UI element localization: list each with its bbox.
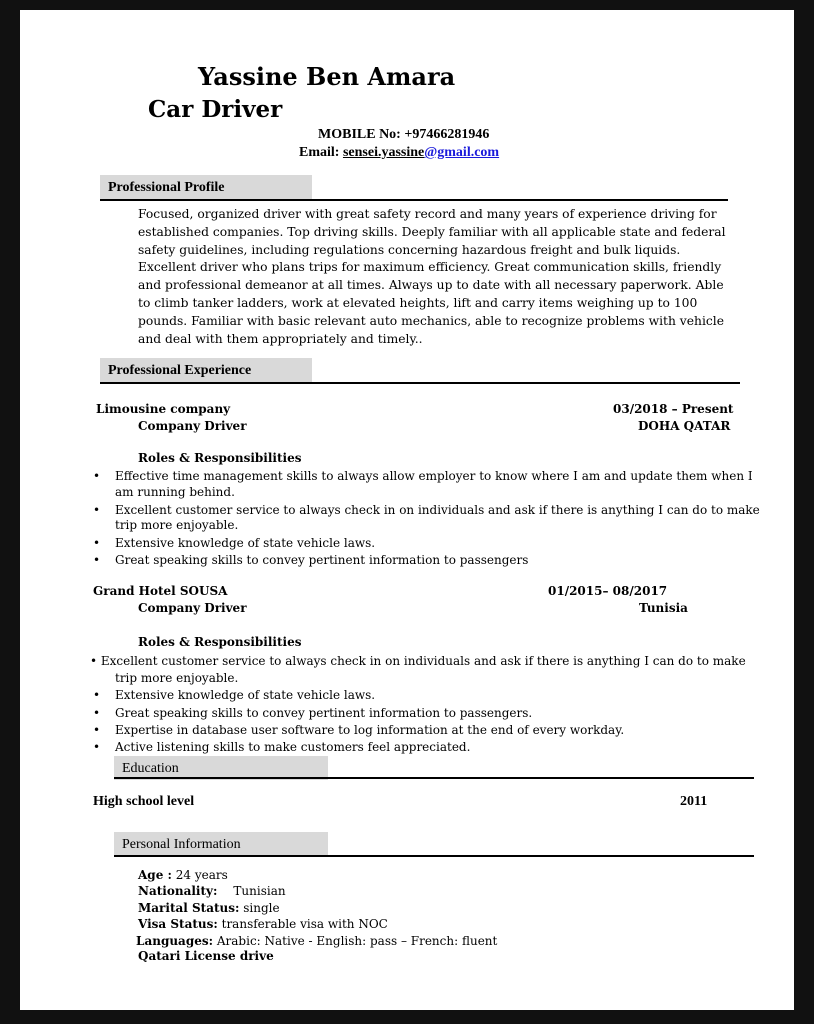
email-line bbox=[299, 145, 499, 161]
marital-status-line: Marital Status: single bbox=[138, 901, 280, 915]
job-position: Company Driver bbox=[138, 601, 247, 615]
resume-page: Yassine Ben Amara Car Driver MOBILE No: +97466281946 Email: sensei.yassine@gmail.com Professional Profile Focused, organized driver with great safety record and many years of experience driving for established companies. Top driving skills. Deeply familiar with all applicable state and federal safety guidelines, including regulations concerning hazardous freight and bulk liquids. Excellent driver who plans trips for maximum efficiency. Great communication skills, friendly and professional demeanor at all times. Always up to date with all necessary paperwork. Able to climb tanker ladders, work at elevated heights, lift and carry items weighing up to 100 pounds. Familiar with basic relevant auto mechanics, able to recognize problems with vehicle and deal with them appropriately and timely.. Professional Experience Limousine company 03/2018 – Present Company Driver DOHA QATAR Roles & Responsibilities • Effective time management skills to always allow employer to know where I am and update them when I am running behind. • Excellent customer service to always check in on individuals and ask if there is anything I can do to make trip more enjoyable. • Extensive knowledge of state vehicle laws. • Great speaking skills to convey pertinent information to passengers Grand Hotel SOUSA 01/2015– 08/2017 Company Driver Tunisia Roles & Responsibilities • Excellent customer service to always check in on individuals and ask if there is anything I can do to make trip more enjoyable. • Extensive knowledge of state vehicle laws. • Great speaking skills to convey pertinent information to passengers. • Expertise in database user software to log information at the end of every workday. • Active listening skills to make customers feel appreciated. Education High school level 2011 Personal Information Age : 24 years Nationality: Tunisian Marital Status: single Visa Status: transferable visa with NOC Languages: Arabic: Native - English: pass – French: fluent Qatari License drive bbox=[20, 10, 794, 1010]
job-dates: 01/2015– 08/2017 bbox=[548, 584, 668, 598]
job-title: Car Driver bbox=[148, 96, 283, 123]
visa-status-line: Visa Status: transferable visa with NOC bbox=[138, 917, 388, 931]
education-year: 2011 bbox=[680, 794, 708, 809]
candidate-name: Yassine Ben Amara bbox=[198, 62, 456, 91]
experience-divider bbox=[100, 382, 740, 384]
experience-heading: Professional Experience bbox=[100, 358, 312, 382]
job-location: Tunisia bbox=[639, 601, 688, 615]
education-heading: Education bbox=[114, 756, 328, 780]
job-company: Grand Hotel SOUSA bbox=[93, 584, 228, 598]
job-location: DOHA QATAR bbox=[638, 419, 731, 433]
license-line: Qatari License drive bbox=[138, 949, 274, 963]
job-company: Limousine company bbox=[96, 402, 231, 416]
roles-heading: Roles & Responsibilities bbox=[138, 451, 302, 465]
languages-line: Languages: Arabic: Native - English: pass – French: fluent bbox=[136, 934, 498, 948]
personal-heading: Personal Information bbox=[114, 832, 328, 856]
age-line: Age : 24 years bbox=[138, 868, 228, 882]
list-item: • Excellent customer service to always check in on individuals and ask if there is anything I can do to make bbox=[90, 654, 746, 668]
list-item-continuation: trip more enjoyable. bbox=[115, 518, 239, 532]
profile-heading: Professional Profile bbox=[100, 175, 312, 199]
email-domain-link[interactable]: @gmail.com bbox=[424, 145, 500, 160]
education-level: High school level bbox=[93, 794, 195, 809]
job-dates: 03/2018 – Present bbox=[613, 402, 734, 416]
mobile-number: MOBILE No: +97466281946 bbox=[318, 127, 490, 142]
job-position: Company Driver bbox=[138, 419, 247, 433]
email-user-link[interactable]: sensei.yassine bbox=[342, 145, 425, 160]
list-item-continuation: trip more enjoyable. bbox=[115, 671, 239, 685]
profile-text: Focused, organized driver with great safety record and many years of experience driving for established companies. Top driving skills. Deeply familiar with all applicable state and federal safety guidelines, including regulations concerning hazardous freight and bulk liquids. Excellent driver who plans trips for maximum efficiency. Great communication skills, friendly and professional demeanor at all times. Always up to date with all necessary paperwork. Able to climb tanker ladders, work at elevated heights, lift and carry items weighing up to 100 pounds. Familiar with basic relevant auto mechanics, able to recognize problems with vehicle and deal with them appropriately and timely.. bbox=[138, 207, 726, 346]
roles-heading: Roles & Responsibilities bbox=[138, 635, 302, 649]
education-divider bbox=[114, 777, 754, 779]
profile-divider bbox=[100, 199, 728, 201]
nationality-line: Nationality: Tunisian bbox=[138, 884, 286, 898]
list-item-continuation: am running behind. bbox=[115, 485, 235, 499]
email-label: Email: bbox=[299, 145, 343, 160]
personal-divider bbox=[114, 855, 754, 857]
